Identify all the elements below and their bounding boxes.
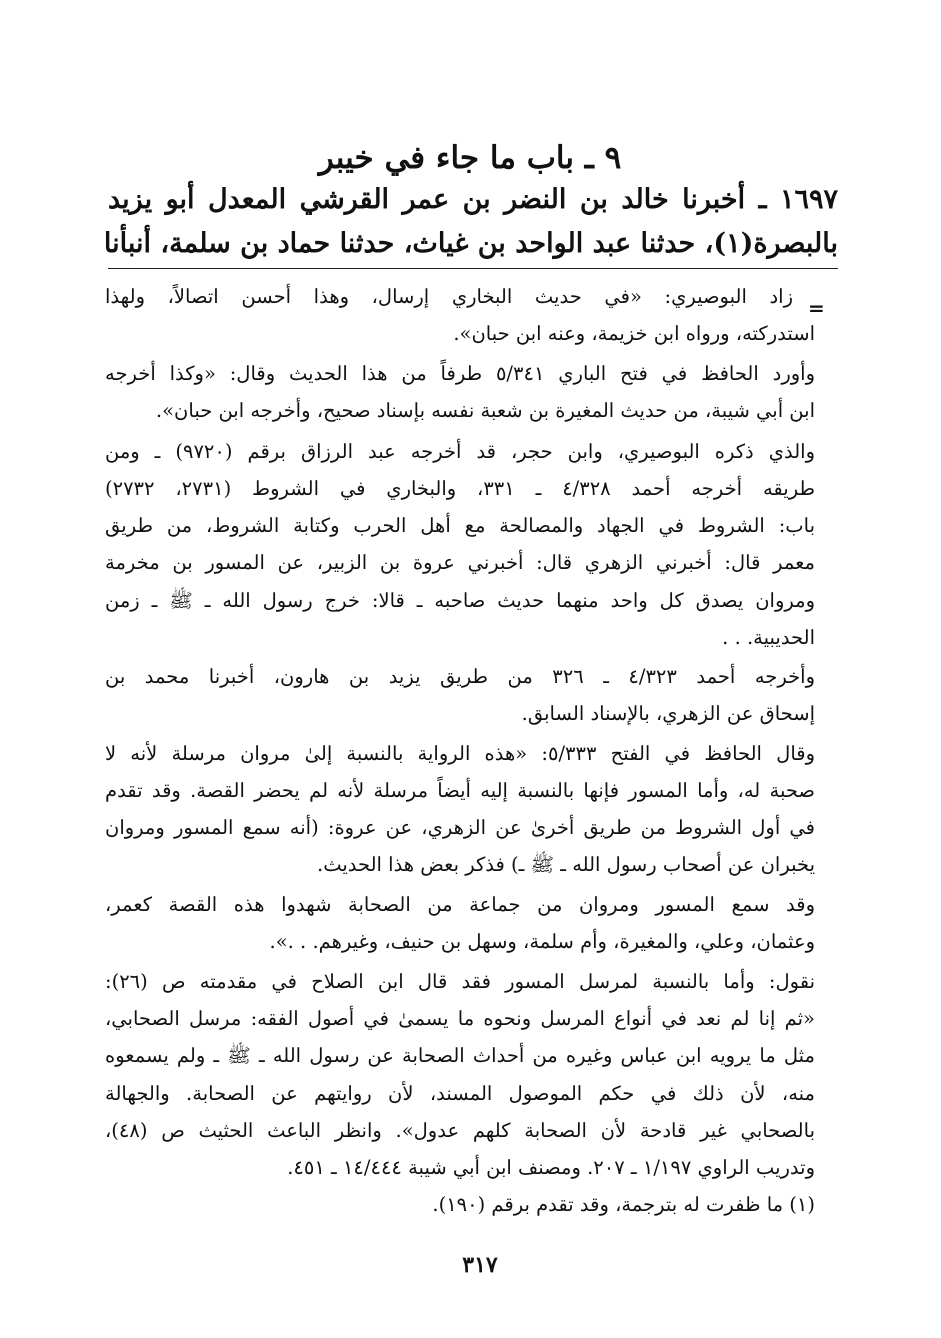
footnote-line-20: «ثم إنا لم نعد في أنواع المرسل ونحوه ما يسمىٰ في أصول الفقه: مرسل الصحابي،	[105, 1007, 815, 1030]
footnote-line-3: وأورد الحافظ في فتح الباري ٥/٣٤١ طرفاً من هذا الحديث وقال: «وكذا أخرجه	[105, 362, 815, 385]
main-text-line-2: بالبصرة(١)، حدثنا عبد الواحد بن غياث، حدثنا حماد بن سلمة، أنبأنا	[103, 228, 838, 259]
footnote-separator	[108, 268, 838, 269]
footnote-line-12: إسحاق عن الزهري، بالإسناد السابق.	[521, 702, 815, 725]
footnote-line-13: وقال الحافظ في الفتح ٥/٣٣٣: «هذه الرواية بالنسبة إلىٰ مروان مرسلة لأنه لا	[105, 742, 816, 765]
footnote-line-17: وقد سمع المسور ومروان من جماعة من الصحابة شهدوا هذه القصة كعمر،	[105, 893, 815, 916]
footnote-line-24: وتدريب الراوي ١/١٩٧ ـ ٢٠٧. ومصنف ابن أبي شيبة ١٤/٤٤٤ ـ ٤٥١.	[287, 1156, 815, 1179]
footnote-line-7: باب: الشروط في الجهاد والمصالحة مع أهل الحرب وكتابة الشروط، من طريق	[105, 514, 815, 537]
footnote-line-15: في أول الشروط من طريق أخرىٰ عن الزهري، عن عروة: (أنه سمع المسور ومروان	[105, 816, 815, 839]
footnote-line-5: والذي ذكره البوصيري، وابن حجر، قد أخرجه عبد الرزاق برقم (٩٧٢٠) ـ ومن	[105, 440, 815, 463]
footnote-line-19: نقول: وأما بالنسبة لمرسل المسور فقد قال ابن الصلاح في مقدمته ص (٢٦):	[105, 970, 815, 993]
footnote-line-4: ابن أبي شيبة، من حديث المغيرة بن شعبة نفسه بإسناد صحيح، وأخرجه ابن حبان».	[155, 399, 815, 422]
footnote-line-2: استدركته، ورواه ابن خزيمة، وعنه ابن حبان».	[453, 322, 815, 345]
page-number: ٣١٧	[462, 1252, 498, 1278]
footnote-line-22: منه، لأن ذلك في حكم الموصول المسند، لأن روايتهم عن الصحابة. والجهالة	[105, 1082, 815, 1105]
footnote-line-18: وعثمان، وعلي، والمغيرة، وأم سلمة، وسهل بن حنيف، وغيرهم. . .».	[269, 930, 815, 953]
footnote-line-1: زاد البوصيري: «في حديث البخاري إرسال، وهذا أحسن اتصالاً، ولهذا	[105, 285, 793, 308]
chapter-heading: ٩ ـ باب ما جاء في خيبر	[318, 140, 622, 176]
footnote-line-14: صحبة له، وأما المسور فإنها بالنسبة إليه أيضاً مرسلة لأنه لم يحضر القصة. وقد تقدم	[105, 779, 815, 802]
footnote-line-11: وأخرجه أحمد ٤/٣٢٣ ـ ٣٢٦ من طريق يزيد بن هارون، أخبرنا محمد بن	[105, 665, 815, 688]
footnote-line-21: مثل ما يرويه ابن عباس وغيره من أحداث الصحابة عن رسول الله ـ ﷺ ـ ولم يسمعوه	[105, 1044, 815, 1067]
footnote-line-9: ومروان يصدق كل واحد منهما حديث صاحبه ـ قالا: خرج رسول الله ـ ﷺ ـ زمن	[105, 589, 815, 612]
footnote-line-10: الحديبية. . .	[722, 626, 815, 649]
main-text-line-1: ١٦٩٧ ـ أخبرنا خالد بن النضر بن عمر القرشي المعدل أبو يزيد	[108, 184, 838, 215]
footnote-line-6: طريقه أخرجه أحمد ٤/٣٢٨ ـ ٣٣١، والبخاري في الشروط (٢٧٣١، ٢٧٣٢)	[105, 477, 815, 500]
footnote-line-25: (١) ما ظفرت له بترجمة، وقد تقدم برقم (١٩٠).	[432, 1193, 815, 1216]
continuation-mark: =	[808, 296, 825, 320]
footnote-line-8: معمر قال: أخبرني الزهري قال: أخبرني عروة بن الزبير، عن المسور بن مخرمة	[105, 551, 815, 574]
footnote-line-16: يخبران عن أصحاب رسول الله ـ ﷺ ـ) فذكر بعض هذا الحديث.	[317, 853, 815, 876]
footnote-line-23: بالصحابي غير قادحة لأن الصحابة كلهم عدول». وانظر الباعث الحثيث ص (٤٨)،	[105, 1119, 815, 1142]
